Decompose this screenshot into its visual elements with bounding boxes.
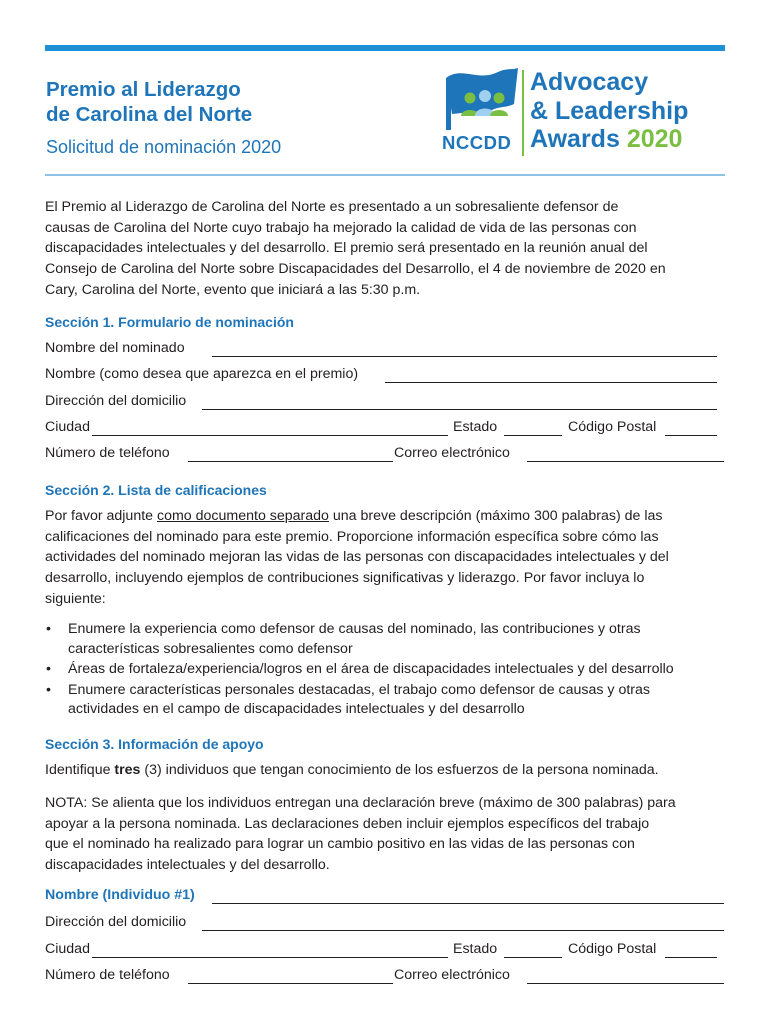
address-row (45, 393, 725, 413)
three-emphasis: tres (114, 762, 141, 778)
individual-address-label: Dirección del domicilio (45, 914, 187, 930)
section-2-paragraph (45, 506, 669, 610)
individual-email-field[interactable] (527, 983, 724, 984)
individual-phone-field[interactable] (188, 983, 393, 984)
note-line: apoyar a la persona nominada. Las declaraciones deben incluir ejemplos específicos del trabajo (45, 815, 650, 832)
text-span: Por favor adjunte (45, 508, 157, 524)
individual-zip-label: Código Postal (568, 941, 657, 957)
individual-city-field[interactable] (92, 957, 448, 958)
nccdd-flag-icon (442, 64, 522, 132)
text-span: una breve descripción (máximo 300 palabras) de las (328, 508, 663, 524)
intro-line: discapacidades intelectuales y del desarrollo. El premio será presentado en la reunión anual del (45, 240, 648, 257)
top-rule (45, 45, 725, 51)
section-2-heading: Sección 2. Lista de calificaciones (45, 482, 267, 498)
section-2-line: calificaciones del nominado para este premio. Proporcione información específica sobre cómo las (45, 528, 659, 545)
logo-line-2: & Leadership (530, 96, 689, 125)
logo-line-1: Advocacy (530, 68, 649, 96)
identify-line (45, 760, 659, 781)
separate-document-emphasis: como documento separado (157, 508, 329, 524)
note-line: que el nominado ha realizado para lograr un cambio positivo en las vidas de las personas con (45, 836, 635, 853)
individual-phone-email-row (45, 967, 725, 987)
individual-state-field[interactable] (504, 957, 562, 958)
page-title (46, 77, 252, 127)
zip-label: Código Postal (568, 419, 657, 435)
nominee-name-field[interactable] (212, 356, 717, 357)
address-field[interactable] (202, 409, 717, 410)
award-name-row (45, 366, 725, 386)
list-item-line: • Enumere la experiencia como defensor de causas del nominado, las contribuciones y otras (68, 621, 641, 637)
award-name-label: Nombre (como desea que aparezca en el premio) (45, 366, 359, 382)
email-field[interactable] (527, 461, 724, 462)
list-item-line: actividades en el campo de discapacidades intelectuales y del desarrollo (68, 701, 525, 717)
email-label: Correo electrónico (394, 445, 510, 461)
intro-line: El Premio al Liderazgo de Carolina del Norte es presentado a un sobresaliente defensor de (45, 199, 619, 215)
list-item (45, 620, 735, 659)
intro-line: Cary, Carolina del Norte, evento que iniciará a las 5:30 p.m. (45, 281, 421, 298)
logo-divider (522, 70, 524, 156)
state-label: Estado (453, 419, 498, 435)
state-field[interactable] (504, 435, 562, 436)
award-name-field[interactable] (385, 382, 717, 383)
logo-year: 2020 (626, 125, 683, 153)
list-item-line: características sobresalientes como defensor (68, 640, 353, 657)
title-line-2: de Carolina del Norte (46, 103, 253, 126)
text-span: Identifique (45, 762, 115, 778)
logo-awards: Awards (530, 125, 620, 153)
individual-zip-field[interactable] (665, 957, 717, 958)
section-3-heading: Sección 3. Información de apoyo (45, 736, 264, 752)
individual-phone-label: Número de teléfono (45, 967, 170, 983)
individual-address-row (45, 914, 725, 934)
awards-logo (440, 62, 730, 162)
individual-name-row (45, 887, 725, 907)
nominee-name-label: Nombre del nominado (45, 340, 185, 356)
logo-line-3 (530, 125, 688, 154)
individual-name-label: Nombre (Individuo #1) (45, 887, 195, 903)
header-divider (45, 174, 725, 176)
city-field[interactable] (92, 435, 448, 436)
phone-email-row (45, 445, 725, 465)
individual-name-field[interactable] (212, 903, 724, 904)
list-item-line: • Enumere características personales destacadas, el trabajo como defensor de causas y otras (68, 681, 650, 698)
city-state-zip-row (45, 419, 725, 439)
note-line: NOTA: Se alienta que los individuos entregan una declaración breve (máximo de 300 palabras) para (45, 795, 676, 811)
nominee-name-row (45, 340, 725, 360)
section-2-line: siguiente: (45, 590, 106, 607)
individual-state-label: Estado (453, 941, 498, 957)
list-item (45, 660, 735, 680)
note-paragraph (45, 793, 676, 876)
individual-city-label: Ciudad (45, 941, 90, 957)
phone-field[interactable] (188, 461, 393, 462)
text-span: (3) individuos que tengan conocimiento de los esfuerzos de la persona nominada. (140, 762, 659, 778)
individual-address-field[interactable] (202, 930, 724, 931)
individual-city-state-zip-row (45, 941, 725, 961)
section-2-line: desarrollo, incluyendo ejemplos de contribuciones significativas y liderazgo. Por favor incluya lo (45, 570, 645, 587)
section-1-heading: Sección 1. Formulario de nominación (45, 314, 294, 330)
zip-field[interactable] (665, 435, 717, 436)
phone-label: Número de teléfono (45, 445, 170, 461)
intro-paragraph (45, 197, 666, 301)
logo-acronym: NCCDD (442, 132, 512, 153)
section-2-line: actividades del nominado mejoran las vidas de las personas con discapacidades intelectuales y del (45, 549, 669, 566)
city-label: Ciudad (45, 419, 90, 435)
address-label: Dirección del domicilio (45, 393, 187, 409)
section-2-line (45, 506, 669, 527)
qualifications-list (45, 620, 735, 721)
note-line: discapacidades intelectuales y del desarrollo. (45, 857, 330, 874)
title-line-1: Premio al Liderazgo (46, 78, 241, 101)
page-subtitle: Solicitud de nominación 2020 (46, 137, 282, 157)
list-item (45, 681, 735, 720)
list-item-line: • Áreas de fortaleza/experiencia/logros en el área de discapacidades intelectuales y del desarrollo (68, 661, 674, 677)
individual-email-label: Correo electrónico (394, 967, 510, 983)
logo-wordmark (530, 68, 688, 154)
intro-line: Consejo de Carolina del Norte sobre Discapacidades del Desarrollo, el 4 de noviembre de 2020 en (45, 261, 666, 278)
intro-line: causas de Carolina del Norte cuyo trabajo ha mejorado la calidad de vida de las personas con (45, 219, 637, 236)
